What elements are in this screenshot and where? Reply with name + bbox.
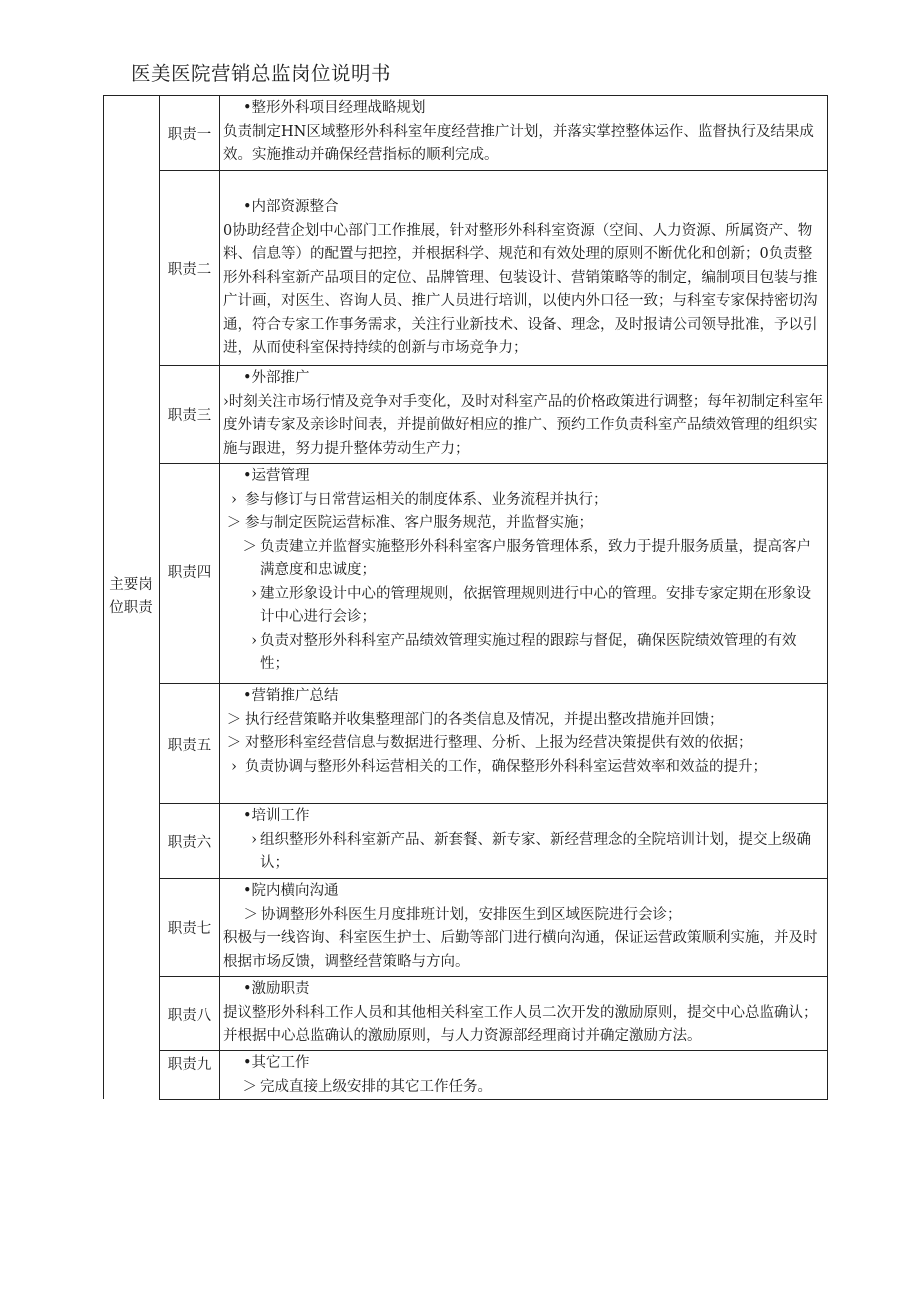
section-label xyxy=(103,574,159,620)
bullet-marker-icon: ＞ xyxy=(226,735,242,751)
duty-label-cell xyxy=(160,366,220,463)
duty-label: 职责一 xyxy=(167,127,212,143)
duty-label: 职责八 xyxy=(167,1008,212,1024)
duty-item-text: 负责建立并监督实施整形外科科室客户服务管理体系，致力于提升服务质量，提高客户满意度和忠诚度； xyxy=(260,538,811,578)
duty-item xyxy=(223,536,825,583)
duty-row-5 xyxy=(159,683,828,803)
duty-label: 职责二 xyxy=(167,262,212,278)
duties-table xyxy=(159,95,828,1100)
duty-heading: •营销推广总结 xyxy=(243,688,339,704)
duty-item xyxy=(223,489,825,513)
duty-label-cell xyxy=(160,1051,220,1099)
duty-item-text: 执行经营策略并收集整理部门的各类信息及情况，并提出整改措施并回馈； xyxy=(245,711,724,728)
bullet-marker-icon: ＞ xyxy=(242,538,257,555)
duty-content xyxy=(220,366,827,463)
duty-item-text: 参与修订与日常营运相关的制度体系、业务流程并执行； xyxy=(245,491,608,508)
duty-label-cell xyxy=(160,977,220,1050)
duty-heading: •内部资源整合 xyxy=(243,199,339,215)
duty-paragraph: 提议整形外科科工作人员和其他相关科室工作人员二次开发的激励原则，提交中心总监确认；并根据中心总监确认的激励原则，与人力资源部经理商讨并确定激励方法。 xyxy=(223,1004,818,1044)
duty-item xyxy=(223,732,825,756)
duty-paragraph: 0协助经营企划中心部门工作推展，针对整形外科科室资源（空间、人力资源、所属资产、物料、信息等）的配置与把控，并根据科学、规范和有效处理的原则不断优化和创新；0负责整形外科科室新产品项目的定位、品牌管理、包装设计、营销策略等的制定，编制项目包装与推广计画，对医生、咨询人员、推广人员进行培训，以使内外口径一致；与科室专家保持密切沟通，符合专家工作事务需求，关注行业新技术、设备、理念，及时报请公司领导批准，予以引进，从而使科室保持持续的创新与市场竞争力； xyxy=(223,222,818,356)
duty-content xyxy=(220,1051,827,1099)
bullet-marker-icon: › xyxy=(231,758,237,775)
bullet-marker-icon: › xyxy=(251,831,257,848)
duty-heading: •激励职责 xyxy=(243,981,310,997)
duty-row-7 xyxy=(159,878,828,976)
duty-content xyxy=(220,879,827,976)
bullet-marker-icon: ＞ xyxy=(226,515,242,531)
duty-label: 职责三 xyxy=(167,408,212,424)
duty-label: 职责六 xyxy=(167,835,212,851)
duty-item-text: 负责协调与整形外科运营相关的工作，确保整形外科科室运营效率和效益的提升； xyxy=(245,758,767,775)
duty-heading: •其它工作 xyxy=(243,1055,310,1071)
duty-item xyxy=(223,829,825,876)
bullet-marker-icon: › xyxy=(251,632,257,649)
duty-row-6 xyxy=(159,803,828,878)
bullet-marker-icon: ＞ xyxy=(243,906,258,923)
document-title: 医美医院营销总监岗位说明书 xyxy=(131,62,392,85)
duty-row-4 xyxy=(159,463,828,683)
bullet-marker-icon: › xyxy=(231,491,237,508)
duty-content xyxy=(220,804,827,878)
duty-heading: •整形外科项目经理战略规划 xyxy=(243,100,426,116)
duty-paragraph: 积极与一线咨询、科室医生护士、后勤等部门进行横向沟通，保证运营政策顺利实施，并及时根据市场反馈，调整经营策略与方向。 xyxy=(223,930,818,970)
duty-label: 职责七 xyxy=(167,921,212,937)
duty-row-1 xyxy=(159,95,828,170)
duty-label-cell xyxy=(160,804,220,878)
duty-item xyxy=(223,904,825,928)
duty-content xyxy=(220,464,827,683)
duty-item xyxy=(223,583,825,630)
section-label-text: 主要岗位职责 xyxy=(109,577,153,616)
duty-item xyxy=(223,1076,825,1100)
duty-item xyxy=(223,709,825,733)
duty-content xyxy=(220,977,827,1050)
bullet-marker-icon: ＞ xyxy=(242,1078,257,1095)
duty-label-cell xyxy=(160,684,220,803)
duty-content xyxy=(220,96,827,170)
duty-heading: •培训工作 xyxy=(243,808,310,824)
duty-label-cell xyxy=(160,879,220,976)
duty-label-cell xyxy=(160,96,220,170)
duty-heading: •外部推广 xyxy=(243,370,310,386)
bullet-marker-icon: ＞ xyxy=(226,711,242,728)
duty-heading: •院内横向沟通 xyxy=(243,883,339,899)
duty-content xyxy=(220,684,827,803)
duty-item-text: 负责对整形外科科室产品绩效管理实施过程的跟踪与督促，确保医院绩效管理的有效性； xyxy=(260,632,797,672)
duty-label: 职责四 xyxy=(167,565,212,581)
duty-item-text: 对整形科室经营信息与数据进行整理、分析、上报为经营决策提供有效的依据； xyxy=(245,735,753,751)
bullet-marker-icon: › xyxy=(251,585,257,602)
duty-content xyxy=(220,171,827,365)
duty-label-cell xyxy=(160,464,220,683)
duty-item-text: 完成直接上级安排的其它工作任务。 xyxy=(260,1078,492,1095)
duty-item-text: 组织整形外科科室新产品、新套餐、新专家、新经营理念的全院培训计划，提交上级确认； xyxy=(260,831,811,871)
duty-item-text: 参与制定医院运营标准、客户服务规范，并监督实施； xyxy=(245,515,593,531)
duty-item-text: 协调整形外科医生月度排班计划，安排医生到区域医院进行会诊； xyxy=(261,906,682,923)
duty-paragraph: 负责制定HN区域整形外科科室年度经营推广计划，并落实掌控整体运作、监督执行及结果成效。实施推动并确保经营指标的顺利完成。 xyxy=(223,123,814,163)
duty-row-8 xyxy=(159,976,828,1050)
duty-label: 职责五 xyxy=(167,738,212,754)
duty-row-3 xyxy=(159,365,828,463)
duty-item xyxy=(223,630,825,677)
duty-item xyxy=(223,512,825,536)
duty-row-9 xyxy=(159,1050,828,1100)
outer-frame-top xyxy=(103,95,159,96)
duty-paragraph: ›时刻关注市场行情及竞争对手变化，及时对科室产品的价格政策进行调整；每年初制定科室年度外请专家及亲诊时间表，并提前做好相应的推广、预约工作负责科室产品绩效管理的组织实施与跟进，努力提升整体劳动生产力； xyxy=(223,393,824,457)
duty-label-cell xyxy=(160,171,220,365)
duty-item-text: 建立形象设计中心的管理规则，依据管理规则进行中心的管理。安排专家定期在形象设计中心进行会诊； xyxy=(260,585,811,625)
duty-item xyxy=(223,756,825,780)
duty-heading: •运营管理 xyxy=(243,468,310,484)
duty-label: 职责九 xyxy=(167,1057,212,1073)
duty-row-2 xyxy=(159,170,828,365)
